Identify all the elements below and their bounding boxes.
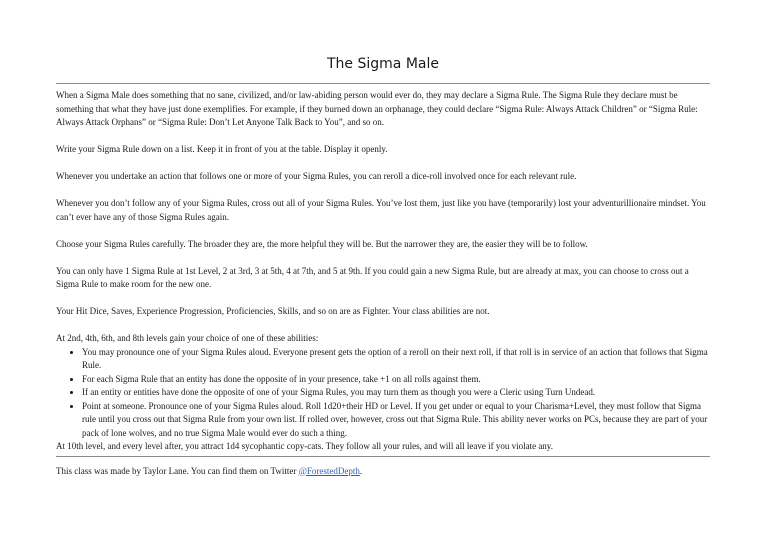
abilities-list — [56, 346, 710, 441]
list-item: • You may pronounce one of your Sigma Rules aloud. Everyone present gets the option of a reroll on their next roll, if that roll is in service of an action that follows that Sigma Rule. — [82, 346, 710, 373]
footer-divider — [56, 456, 710, 457]
paragraph-write-rule: Write your Sigma Rule down on a list. Keep it in front of you at the table. Display it openly. — [56, 144, 388, 154]
list-item: • Point at someone. Pronounce one of your Sigma Rules aloud. Roll 1d20+their HD or Level. If you get under or equal to your Charisma+Level, they must follow that Sigma rule until you cross out that Sigma Rule from your own list. If rolled over, however, cross out that Sigma Rule. This ability never works on PCs, because they are part of your pack of lone wolves, and no true Sigma Male would ever do such a thing. — [82, 400, 710, 441]
twitter-link[interactable]: @ForestedDepth — [298, 465, 360, 476]
paragraph-level10: At 10th level, and every level after, you attract 1d4 sycophantic copy-cats. They follow all your rules, and will all leave if you violate any. — [56, 441, 553, 451]
credits-text: This class was made by Taylor Lane. You can find them on Twitter — [56, 465, 299, 476]
credits-line — [56, 465, 710, 479]
credits-end: . — [359, 465, 363, 476]
list-item: • For each Sigma Rule that an entity has done the opposite of in your presence, take +1 on all rolls against them. — [82, 373, 710, 387]
paragraph-rule-limits: You can only have 1 Sigma Rule at 1st Level, 2 at 3rd, 3 at 5th, 4 at 7th, and 5 at 9th. If you could gain a new Sigma Rule, but are already at max, you can choose to cross out a Sigma Rule to make room for the new one. — [56, 265, 689, 289]
paragraph-reroll: Whenever you undertake an action that follows one or more of your Sigma Rules, you can reroll a dice-roll involved once for each relevant rule. — [56, 171, 577, 181]
page-title: The Sigma Male — [327, 56, 439, 72]
title-divider — [56, 83, 710, 84]
paragraph-declare-rule: When a Sigma Male does something that no sane, civilized, and/or law-abiding person would ever do, they may declare a Sigma Rule. The Sigma Rule they declare must be something that what they have just done exemplifies. For example, if they burned down an orphanage, they could declare “Sigma Rule: Always Attack Children” or “Sigma Rule: Always Attack Orphans” or “Sigma Rule: Don’t Let Anyone Talk Back to You”, and so on. — [56, 90, 698, 127]
list-item: • If an entity or entities have done the opposite of one of your Sigma Rules, you may turn them as though you were a Cleric using Turn Undead. — [82, 386, 710, 400]
paragraph-lose-rules: Whenever you don’t follow any of your Sigma Rules, cross out all of your Sigma Rules. You’ve lost them, just like you have (temporarily) lost your adventurillionaire mindset. You can’t ever have any of those Sigma Rules again. — [56, 198, 706, 222]
paragraph-fighter-stats: Your Hit Dice, Saves, Experience Progression, Proficiencies, Skills, and so on are as Fighter. Your class abilities are not. — [56, 306, 490, 316]
paragraph-choose-carefully: Choose your Sigma Rules carefully. The broader they are, the more helpful they will be. But the narrower they are, the easier they will be to follow. — [56, 238, 588, 249]
abilities-intro: At 2nd, 4th, 6th, and 8th levels gain your choice of one of these abilities: — [56, 333, 319, 343]
